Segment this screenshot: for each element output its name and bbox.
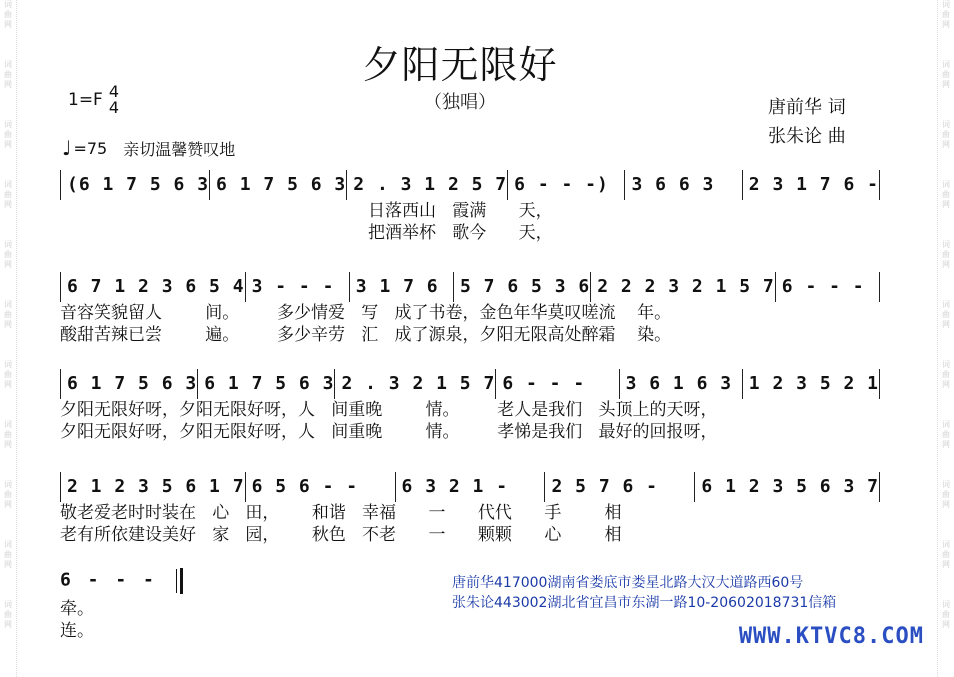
left-watermark-strip: 词 曲 网 词 曲 网 词 曲 网 词 曲 网 词 曲 网 词 曲 网 词 曲 网 词 曲 网 词 曲 网 词 曲 网 词 曲 网 — [0, 0, 17, 677]
tempo-marking — [62, 136, 235, 160]
key-label: 1=F — [68, 90, 103, 110]
measure: 6 1 7 5 6 3 — [198, 369, 335, 399]
measure: 3 - - - — [246, 272, 350, 302]
notes-line — [60, 170, 880, 200]
lyric-line-2: 把酒举杯 歌今 天， — [60, 223, 553, 243]
song-title: 夕阳无限好 — [362, 43, 558, 87]
measure: 6 1 7 5 6 3 — [60, 369, 198, 399]
measure: (6 1 7 5 6 3 — [60, 170, 210, 200]
final-lyric-1: 牵。 — [60, 599, 94, 619]
measure: 6 7 1 2 3 6 5 4 — [60, 272, 246, 302]
measure: 2 . 3 2 1 5 7 — [335, 369, 496, 399]
measure: 3 1 7 6 — [350, 272, 454, 302]
measure: 2 . 3 1 2 5 7 — [347, 170, 508, 200]
measure: 6 5 6 - - — [246, 472, 396, 502]
website-watermark: WWW.KTVC8.COM — [738, 624, 924, 649]
lyric-line-1: 音容笑貌留人 间。 多少情爱 写 成了书卷，金色年华莫叹嗟流 年。 — [60, 303, 672, 323]
expression-mark: 亲切温馨赞叹地 — [123, 139, 236, 159]
lyricist-credit: 唐前华 词 — [768, 97, 846, 118]
notes-line — [60, 369, 880, 399]
score-row-3 — [60, 369, 880, 443]
notes-line — [60, 272, 880, 302]
measure: 2 2 2 3 2 1 5 7 — [591, 272, 776, 302]
score-row-1 — [60, 170, 880, 244]
final-lyric-2: 连。 — [60, 621, 94, 641]
measure: 5 7 6 5 3 6 — [454, 272, 591, 302]
measure: 3 6 1 6 3 — [620, 369, 743, 399]
measure: 6 - - -) — [508, 170, 625, 200]
composer-address: 张朱论443002湖北省宜昌市东湖一路10-20602018731信箱 — [452, 595, 837, 611]
lyric-line-2: 老有所依建设美好 家 园， 秋色 不老 一 颗颗 心 相 — [60, 525, 622, 545]
lyric-line-1: 敬老爱老时时装在 心 田， 和谐 幸福 一 代代 手 相 — [60, 503, 622, 523]
measure: 6 1 2 3 5 6 3 7 — [695, 472, 880, 502]
measure: 6 1 7 5 6 3 — [210, 170, 347, 200]
song-subtitle: （独唱） — [424, 92, 496, 113]
time-numerator: 4 — [108, 82, 120, 101]
measure: 6 - - - — [496, 369, 619, 399]
ending-section — [60, 568, 183, 642]
lyric-line-1: 夕阳无限好呀，夕阳无限好呀，人 间重晚 情。 老人是我们 头顶上的天呀， — [60, 400, 718, 420]
score-row-4 — [60, 472, 880, 546]
measure: 2 1 2 3 5 6 1 7 — [60, 472, 246, 502]
final-measure: 6 - - - — [60, 569, 157, 591]
measure: 1 2 3 5 2 1 — [743, 369, 880, 399]
lyric-line-1: 日落西山 霞满 天， — [60, 201, 553, 221]
lyric-line-2: 酸甜苦辣已尝 遍。 多少辛劳 汇 成了源泉，夕阳无限高处醉霜 染。 — [60, 325, 672, 345]
notes-line — [60, 472, 880, 502]
key-signature — [68, 84, 119, 116]
right-watermark-strip: 词 曲 网 词 曲 网 词 曲 网 词 曲 网 词 曲 网 词 曲 网 词 曲 网 词 曲 网 词 曲 网 词 曲 网 词 曲 网 — [937, 0, 954, 677]
lyric-line-2: 夕阳无限好呀，夕阳无限好呀，人 间重晚 情。 孝悌是我们 最好的回报呀， — [60, 422, 718, 442]
tempo-value: =75 — [73, 138, 108, 158]
measure: 2 5 7 6 - — [545, 472, 695, 502]
quarter-note-icon: ♩ — [62, 136, 72, 160]
time-denominator: 4 — [108, 98, 120, 117]
measure: 3 6 6 3 — [625, 170, 742, 200]
measure: 6 - - - — [776, 272, 880, 302]
time-signature — [109, 84, 119, 116]
measure: 6 3 2 1 - — [396, 472, 546, 502]
lyricist-address: 唐前华417000湖南省娄底市娄星北路大汉大道路西60号 — [452, 575, 804, 591]
score-row-2 — [60, 272, 880, 346]
measure: 2 3 1 7 6 - — [743, 170, 880, 200]
final-barline — [180, 568, 183, 594]
composer-credit: 张朱论 曲 — [768, 126, 846, 147]
